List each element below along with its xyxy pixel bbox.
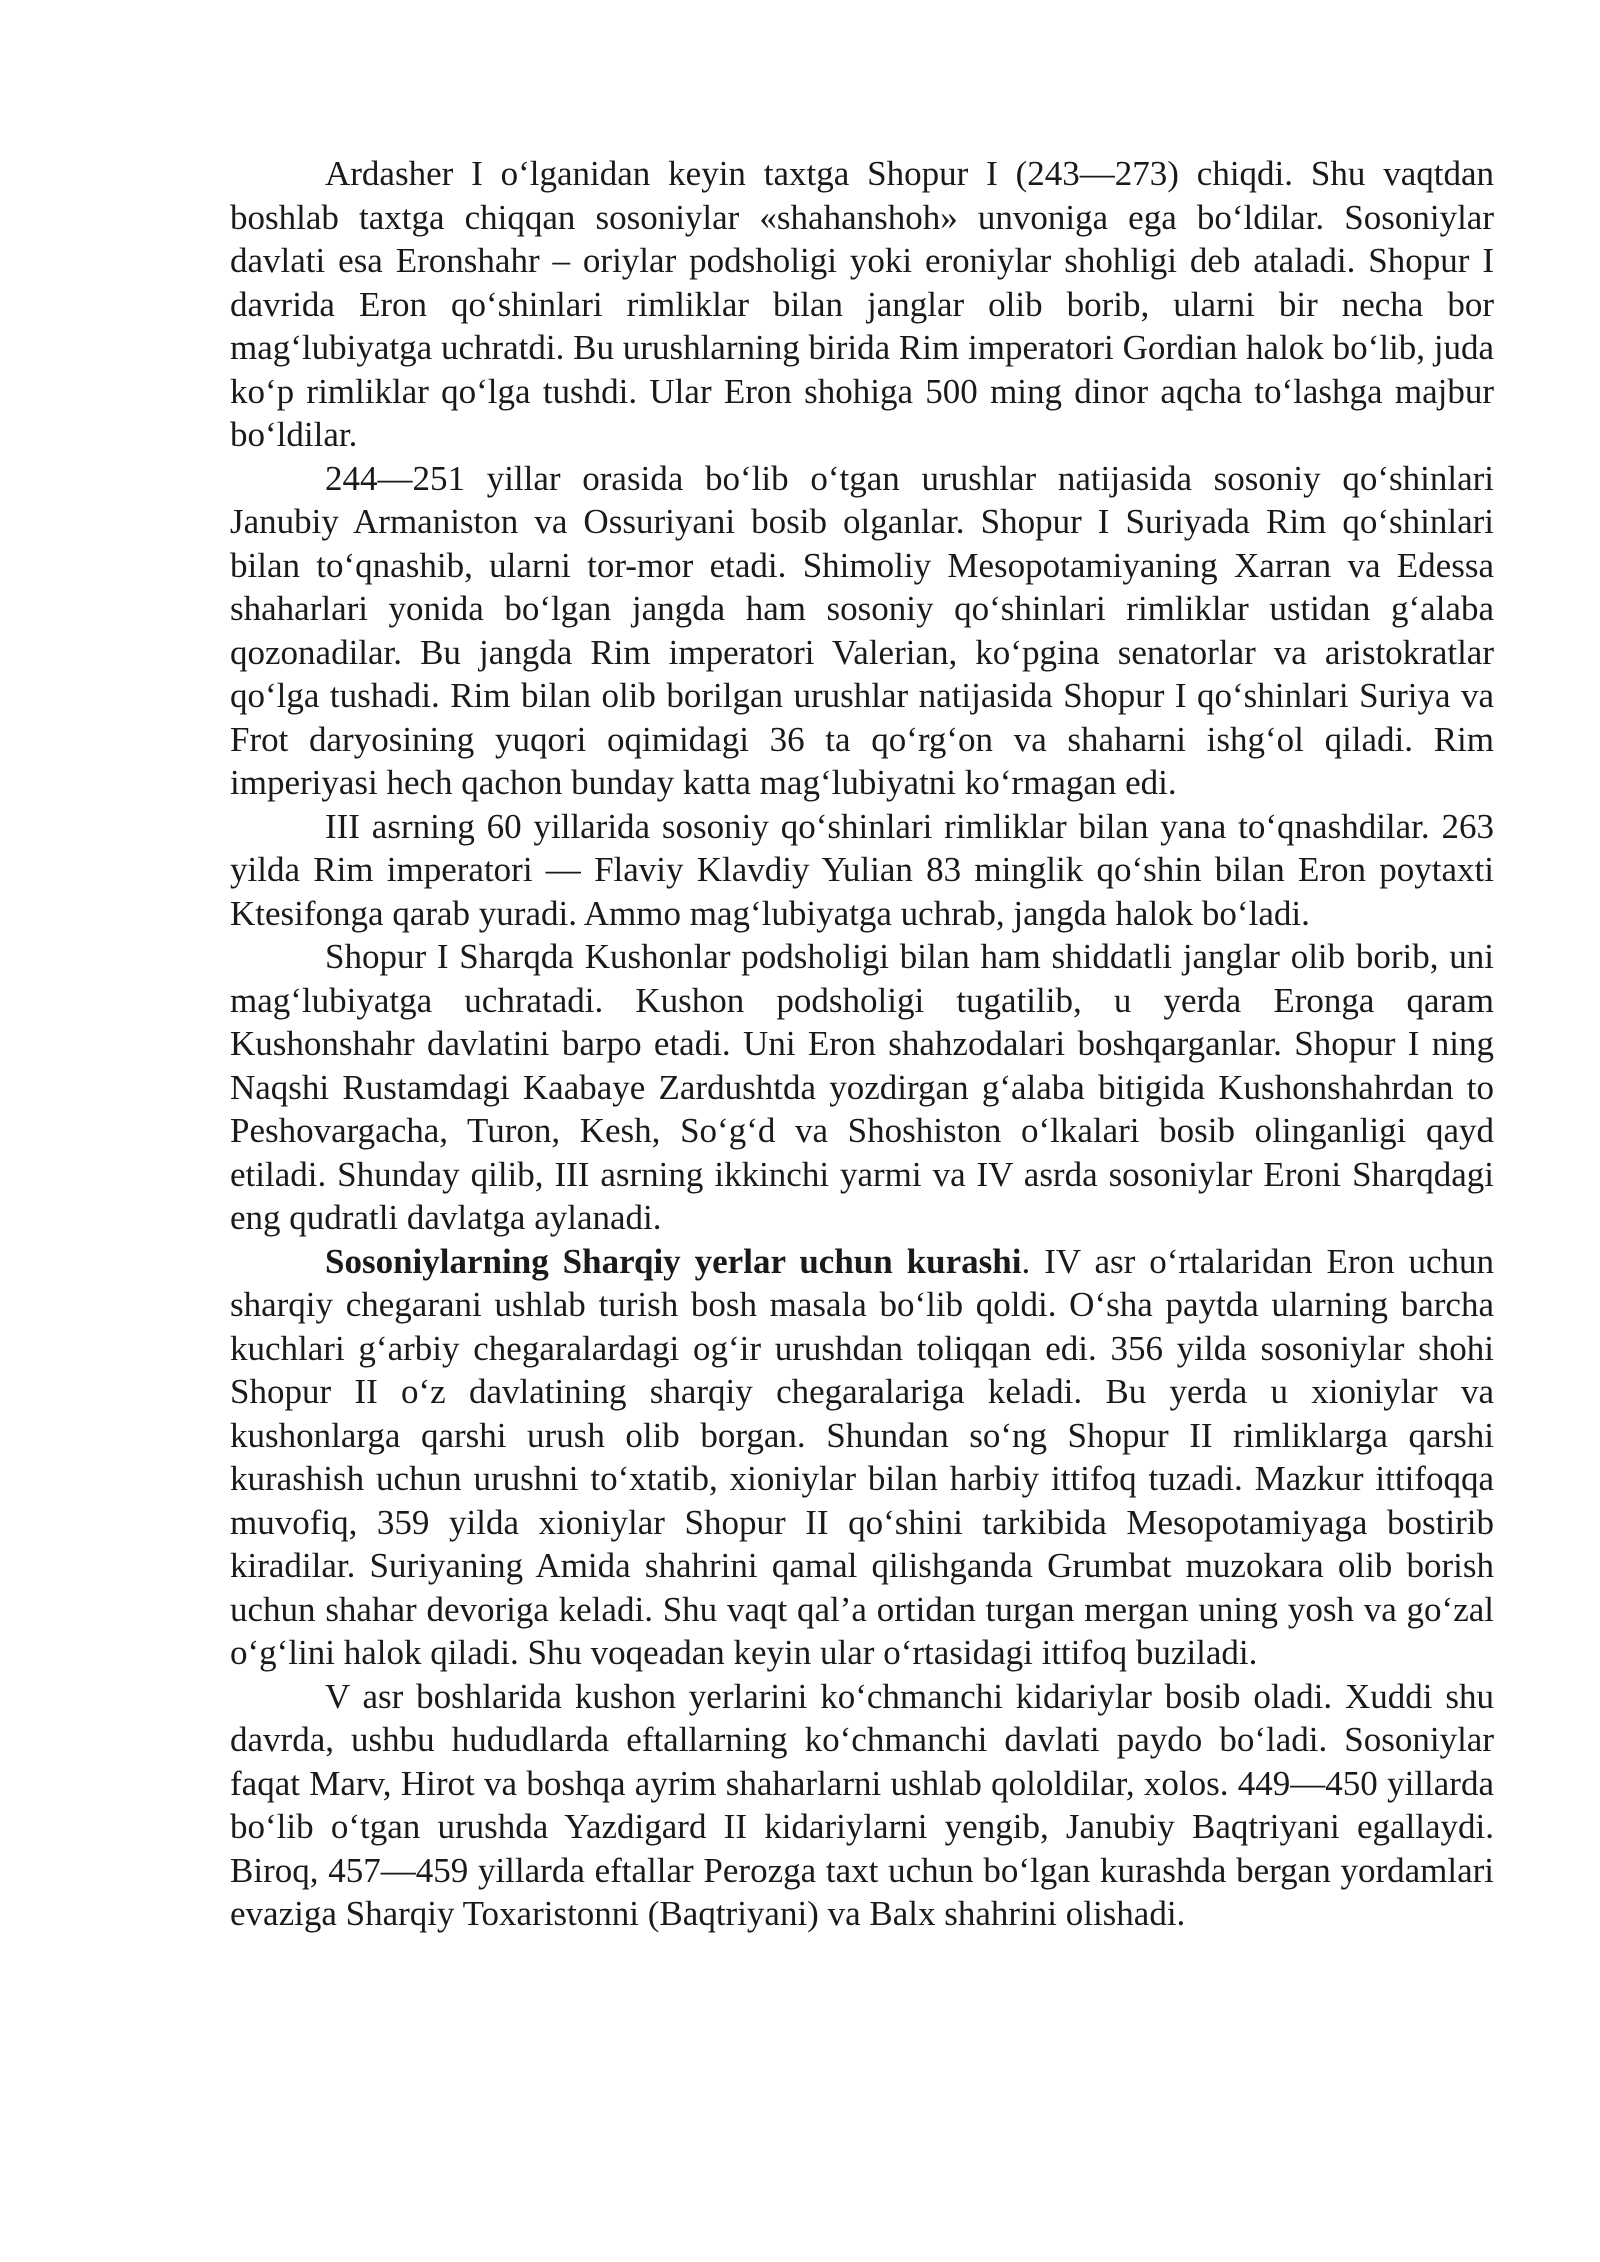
document-page bbox=[230, 152, 1494, 1936]
paragraph-3-text: III asrning 60 yillarida sosoniy qo‘shinlari rimliklar bilan yana to‘qnashdilar. 263 yilda Rim imperatori — Flaviy Klavdiy Yulian 83 minglik qo‘shin bilan Eron poytaxti Ktesifonga qarab yuradi. Ammo mag‘lubiyatga uchrab, jangda halok bo‘ladi. bbox=[230, 806, 1494, 933]
paragraph-3 bbox=[230, 805, 1494, 936]
paragraph-1 bbox=[230, 152, 1494, 457]
paragraph-4-text: Shopur I Sharqda Kushonlar podsholigi bilan ham shiddatli janglar olib borib, uni mag‘lubiyatga uchratadi. Kushon podsholigi tugatilib, u yerda Eronga qaram Kushonshahr davlatini barpo etadi. Uni Eron shahzodalari boshqarganlar. Shopur I ning Naqshi Rustamdagi Kaabaye Zardushtda yozdirgan g‘alaba bitigida Kushonshahrdan to Peshovargacha, Turon, Kesh, So‘g‘d va Shoshiston o‘lkalari bosib olinganligi qayd etiladi. Shunday qilib, III asrning ikkinchi yarmi va IV asrda sosoniylar Eroni Sharqdagi eng qudratli davlatga aylanadi. bbox=[230, 937, 1494, 1237]
section-heading: Sosoniylarning Sharqiy yerlar uchun kurashi bbox=[325, 1241, 1022, 1281]
paragraph-6-text: V asr boshlarida kushon yerlarini ko‘chmanchi kidariylar bosib oladi. Xuddi shu davrda, ushbu hududlarda eftallarning ko‘chmanchi davlati paydo bo‘ladi. Sosoniylar faqat Marv, Hirot va boshqa ayrim shaharlarni ushlab qololdilar, xolos. 449—450 yillarda bo‘lib o‘tgan urushda Yazdigard II kidariylarni yengib, Janubiy Baqtriyani egallaydi. Biroq, 457—459 yillarda eftallar Perozga taxt uchun bo‘lgan kurashda bergan yordamlari evaziga Sharqiy Toxaristonni (Baqtriyani) va Balx shahrini olishadi. bbox=[230, 1676, 1494, 1933]
paragraph-5-text: . IV asr o‘rtalaridan Eron uchun sharqiy chegarani ushlab turish bosh masala bo‘lib qoldi. O‘sha paytda ularning barcha kuchlari g‘arbiy chegaralardagi og‘ir urushdan toliqqan edi. 356 yilda sosoniylar shohi Shopur II o‘z davlatining sharqiy chegaralariga keladi. Bu yerda u xioniylar va kushonlarga qarshi urush olib borgan. Shundan so‘ng Shopur II rimliklarga qarshi kurashish uchun urushni to‘xtatib, xioniylar bilan harbiy ittifoq tuzadi. Mazkur ittifoqqa muvofiq, 359 yilda xioniylar Shopur II qo‘shini tarkibida Mesopotamiyaga bostirib kiradilar. Suriyaning Amida shahrini qamal qilishganda Grumbat muzokara olib borish uchun shahar devoriga keladi. Shu vaqt qal’a ortidan turgan mergan uning yosh va go‘zal o‘g‘lini halok qiladi. Shu voqeadan keyin ular o‘rtasidagi ittifoq buziladi. bbox=[230, 1241, 1494, 1672]
paragraph-1-text: Ardasher I o‘lganidan keyin taxtga Shopur I (243—273) chiqdi. Shu vaqtdan boshlab taxtga chiqqan sosoniylar «shahanshoh» unvoniga ega bo‘ldilar. Sosoniylar davlati esa Eronshahr – oriylar podsholigi yoki eroniylar shohligi deb ataladi. Shopur I davrida Eron qo‘shinlari rimliklar bilan janglar olib borib, ularni bir necha bor mag‘lubiyatga uchratdi. Bu urushlarning birida Rim imperatori Gordian halok bo‘lib, juda ko‘p rimliklar qo‘lga tushdi. Ular Eron shohiga 500 ming dinor aqcha to‘lashga majbur bo‘ldilar. bbox=[230, 154, 1494, 454]
paragraph-2-text: 244—251 yillar orasida bo‘lib o‘tgan urushlar natijasida sosoniy qo‘shinlari Janubiy Armaniston va Ossuriyani bosib olganlar. Shopur I Suriyada Rim qo‘shinlari bilan to‘qnashib, ularni tor-mor etadi. Shimoliy Mesopotamiyaning Xarran va Edessa shaharlari yonida bo‘lgan jangda ham sosoniy qo‘shinlari rimliklar ustidan g‘alaba qozonadilar. Bu jangda Rim imperatori Valerian, ko‘pgina senatorlar va aristokratlar qo‘lga tushadi. Rim bilan olib borilgan urushlar natijasida Shopur I qo‘shinlari Suriya va Frot daryosining yuqori oqimidagi 36 ta qo‘rg‘on va shaharni ishg‘ol qiladi. Rim imperiyasi hech qachon bunday katta mag‘lubiyatni ko‘rmagan edi. bbox=[230, 458, 1494, 802]
paragraph-4 bbox=[230, 935, 1494, 1240]
paragraph-5 bbox=[230, 1240, 1494, 1675]
paragraph-2 bbox=[230, 457, 1494, 805]
paragraph-6 bbox=[230, 1675, 1494, 1936]
